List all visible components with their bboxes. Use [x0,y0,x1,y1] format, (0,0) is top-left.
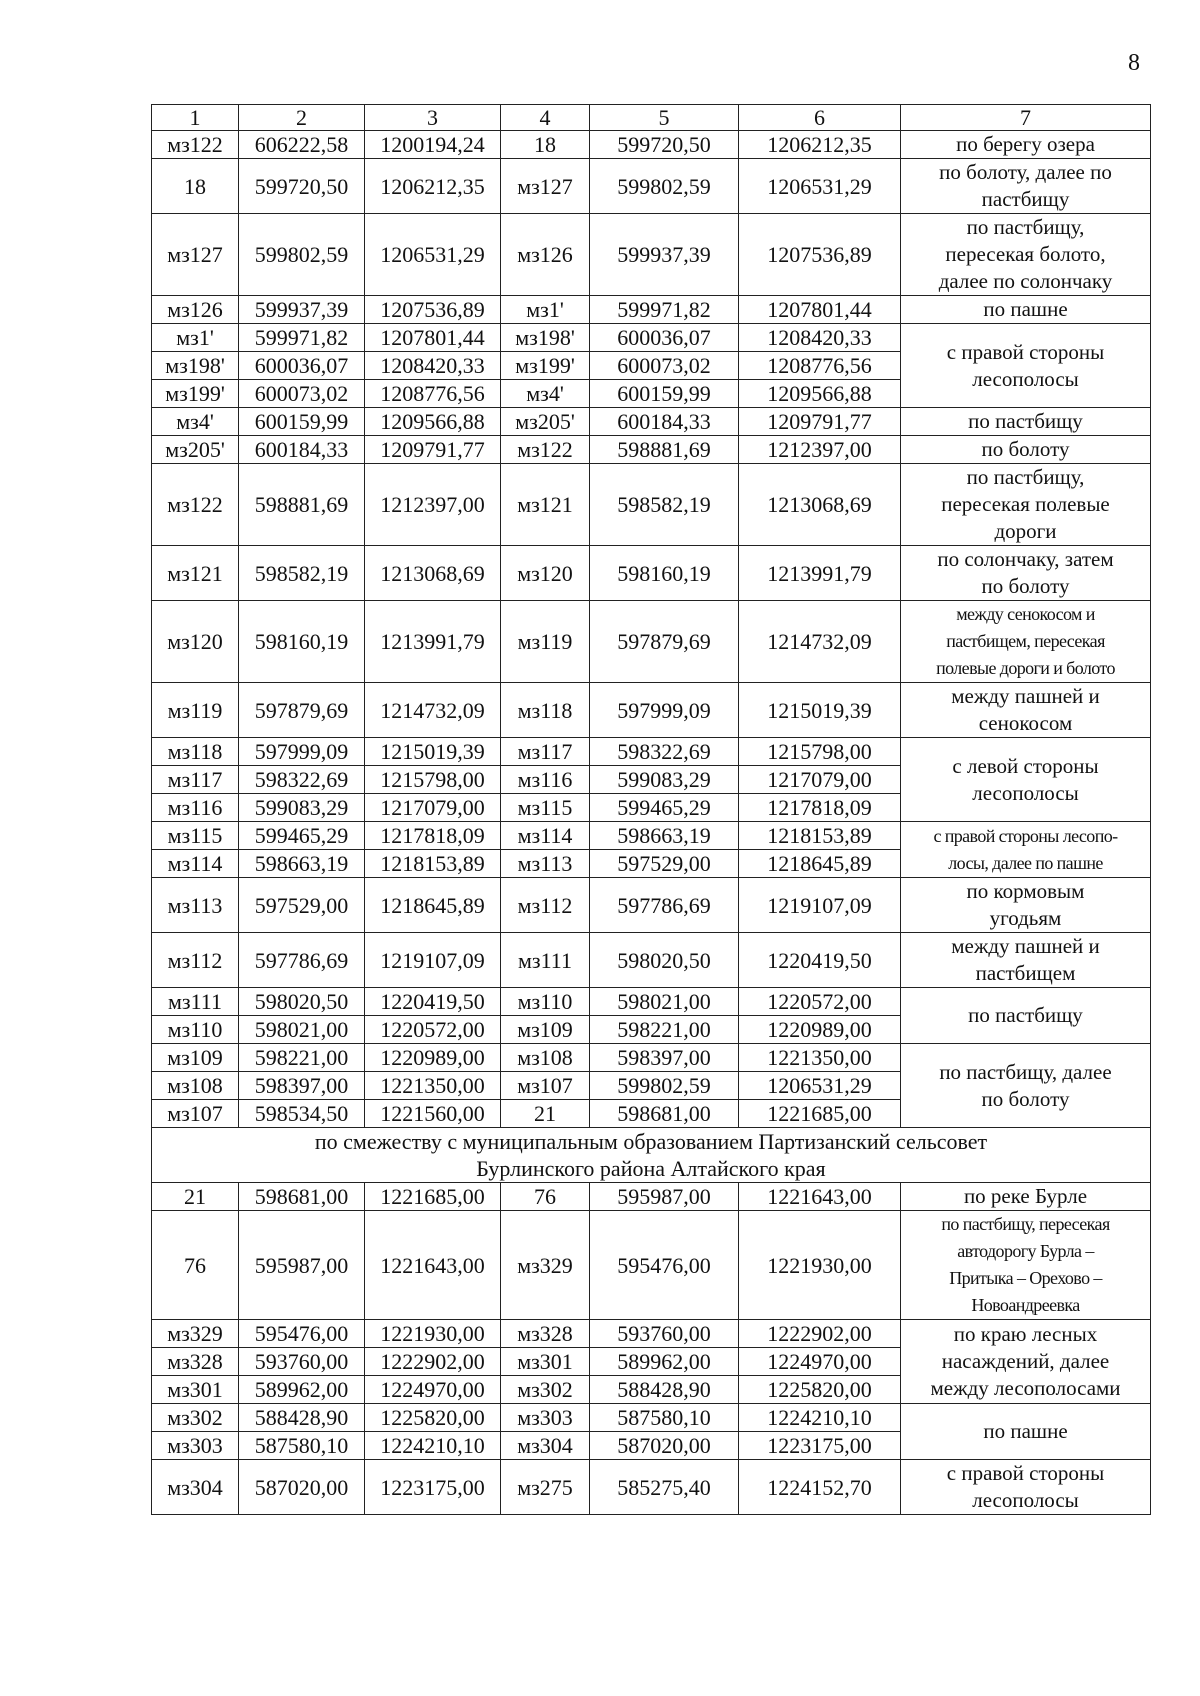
table-row [152,738,1151,766]
cell-y-to: 1213991,79 [739,546,901,601]
cell-x-from: 595987,00 [239,1211,365,1320]
cell-x-from: 598160,19 [239,601,365,683]
boundary-description-text: по пастбищу, далее по болоту [939,1059,1112,1111]
cell-point-to: мз122 [501,436,590,464]
cell-point-from: мз111 [152,988,239,1016]
cell-boundary-description [901,683,1151,738]
cell-x-from: 606222,58 [239,131,365,159]
column-header: 3 [365,105,501,131]
cell-y-from: 1222902,00 [365,1348,501,1376]
cell-x-to: 587020,00 [590,1432,739,1460]
cell-y-from: 1221930,00 [365,1320,501,1348]
cell-x-to: 597879,69 [590,601,739,683]
cell-x-to: 599083,29 [590,766,739,794]
cell-y-from: 1220572,00 [365,1016,501,1044]
cell-y-to: 1208420,33 [739,324,901,352]
cell-x-to: 599720,50 [590,131,739,159]
table-row [152,214,1151,296]
cell-x-from: 597786,69 [239,933,365,988]
cell-x-from: 598322,69 [239,766,365,794]
cell-point-from: мз115 [152,822,239,850]
cell-point-to: мз113 [501,850,590,878]
cell-x-to: 595987,00 [590,1183,739,1211]
boundary-description-text: с левой стороны лесополосы [952,753,1099,805]
cell-x-to: 593760,00 [590,1320,739,1348]
boundary-description-text: по пашне [983,1419,1068,1443]
boundary-description-text: по пастбищу, пересекая болото, далее по солончаку [938,215,1113,293]
cell-x-to: 598020,50 [590,933,739,988]
section-heading-text: по смежеству с муниципальным образованием Партизанский сельсовет Бурлинского района Алтайского края [314,1129,988,1181]
cell-y-from: 1213991,79 [365,601,501,683]
cell-x-to: 597999,09 [590,683,739,738]
column-header: 7 [901,105,1151,131]
cell-point-from: мз110 [152,1016,239,1044]
cell-point-from: мз117 [152,766,239,794]
cell-boundary-description [901,464,1151,546]
cell-point-from: мз303 [152,1432,239,1460]
table-row [152,1183,1151,1211]
column-header: 5 [590,105,739,131]
cell-x-from: 587580,10 [239,1432,365,1460]
cell-x-to: 600073,02 [590,352,739,380]
column-header: 6 [739,105,901,131]
cell-y-from: 1225820,00 [365,1404,501,1432]
cell-boundary-description [901,738,1151,822]
cell-y-from: 1223175,00 [365,1460,501,1515]
cell-point-to: мз303 [501,1404,590,1432]
cell-point-from: мз116 [152,794,239,822]
boundary-description-text: по краю лесных насаждений, далее между лесополосами [930,1322,1121,1400]
cell-x-to: 595476,00 [590,1211,739,1320]
cell-y-from: 1221560,00 [365,1100,501,1128]
table-row [152,1320,1151,1348]
cell-x-from: 600184,33 [239,436,365,464]
cell-y-to: 1217079,00 [739,766,901,794]
cell-y-to: 1206531,29 [739,159,901,214]
cell-y-from: 1221685,00 [365,1183,501,1211]
cell-y-from: 1217818,09 [365,822,501,850]
cell-x-from: 600036,07 [239,352,365,380]
cell-point-to: мз109 [501,1016,590,1044]
table-row [152,159,1151,214]
boundary-description-text: по болоту, далее по пастбищу [939,160,1112,211]
cell-y-to: 1206212,35 [739,131,901,159]
cell-y-from: 1219107,09 [365,933,501,988]
cell-point-to: мз198' [501,324,590,352]
cell-boundary-description [901,159,1151,214]
cell-point-from: мз329 [152,1320,239,1348]
cell-boundary-description [901,1404,1151,1460]
cell-point-to: мз110 [501,988,590,1016]
cell-point-to: мз116 [501,766,590,794]
cell-y-from: 1200194,24 [365,131,501,159]
cell-y-from: 1207801,44 [365,324,501,352]
cell-point-to: 18 [501,131,590,159]
cell-point-to: мз328 [501,1320,590,1348]
cell-y-to: 1221350,00 [739,1044,901,1072]
cell-x-to: 598681,00 [590,1100,739,1128]
cell-boundary-description [901,988,1151,1044]
cell-y-from: 1212397,00 [365,464,501,546]
cell-x-to: 600159,99 [590,380,739,408]
cell-point-to: мз301 [501,1348,590,1376]
cell-point-to: 21 [501,1100,590,1128]
cell-point-from: 18 [152,159,239,214]
cell-y-to: 1221685,00 [739,1100,901,1128]
cell-x-to: 599465,29 [590,794,739,822]
cell-y-from: 1208776,56 [365,380,501,408]
cell-point-to: мз112 [501,878,590,933]
cell-boundary-description [901,436,1151,464]
cell-x-from: 597999,09 [239,738,365,766]
cell-x-to: 599802,59 [590,1072,739,1100]
cell-y-from: 1221350,00 [365,1072,501,1100]
cell-y-from: 1214732,09 [365,683,501,738]
cell-y-from: 1224970,00 [365,1376,501,1404]
boundary-description-text: по пашне [983,297,1068,321]
cell-y-from: 1224210,10 [365,1432,501,1460]
cell-point-to: мз275 [501,1460,590,1515]
cell-y-to: 1220989,00 [739,1016,901,1044]
cell-x-from: 598534,50 [239,1100,365,1128]
cell-x-from: 595476,00 [239,1320,365,1348]
section-heading [152,1128,1151,1183]
boundary-description-text: по болоту [981,437,1070,461]
table-row [152,822,1151,850]
cell-y-to: 1219107,09 [739,878,901,933]
table-body [152,131,1151,1515]
cell-x-from: 587020,00 [239,1460,365,1515]
cell-point-to: мз126 [501,214,590,296]
cell-y-from: 1220419,50 [365,988,501,1016]
page-number: 8 [1128,50,1140,76]
cell-x-from: 600159,99 [239,408,365,436]
cell-y-from: 1221643,00 [365,1211,501,1320]
cell-point-from: мз108 [152,1072,239,1100]
boundary-description-text: между сенокосом и пастбищем, пересекая полевые дороги и болото [936,604,1115,678]
cell-point-to: мз120 [501,546,590,601]
cell-x-from: 598397,00 [239,1072,365,1100]
cell-y-to: 1209791,77 [739,408,901,436]
cell-point-to: 76 [501,1183,590,1211]
cell-point-from: мз302 [152,1404,239,1432]
table-row [152,296,1151,324]
cell-x-to: 588428,90 [590,1376,739,1404]
table-row [152,436,1151,464]
cell-boundary-description [901,933,1151,988]
cell-point-to: мз127 [501,159,590,214]
cell-x-from: 597529,00 [239,878,365,933]
cell-point-to: мз302 [501,1376,590,1404]
cell-boundary-description [901,1044,1151,1128]
cell-x-to: 598160,19 [590,546,739,601]
cell-x-from: 598663,19 [239,850,365,878]
cell-point-from: мз120 [152,601,239,683]
cell-point-from: мз127 [152,214,239,296]
cell-x-to: 599971,82 [590,296,739,324]
cell-point-to: мз111 [501,933,590,988]
table-row [152,324,1151,352]
cell-boundary-description [901,408,1151,436]
cell-boundary-description [901,1211,1151,1320]
cell-y-to: 1223175,00 [739,1432,901,1460]
cell-y-from: 1215798,00 [365,766,501,794]
cell-point-from: мз198' [152,352,239,380]
cell-boundary-description [901,1320,1151,1404]
cell-point-from: мз301 [152,1376,239,1404]
cell-x-from: 599802,59 [239,214,365,296]
cell-point-to: мз329 [501,1211,590,1320]
cell-point-from: мз1' [152,324,239,352]
table-row [152,464,1151,546]
cell-boundary-description [901,1183,1151,1211]
cell-point-from: мз113 [152,878,239,933]
cell-x-to: 600184,33 [590,408,739,436]
cell-point-to: мз117 [501,738,590,766]
cell-x-from: 598221,00 [239,1044,365,1072]
cell-x-from: 588428,90 [239,1404,365,1432]
cell-x-to: 600036,07 [590,324,739,352]
cell-point-from: мз328 [152,1348,239,1376]
table-row [152,1044,1151,1072]
cell-x-from: 597879,69 [239,683,365,738]
table-row [152,1211,1151,1320]
cell-y-from: 1218153,89 [365,850,501,878]
column-header: 4 [501,105,590,131]
cell-y-to: 1214732,09 [739,601,901,683]
cell-x-from: 593760,00 [239,1348,365,1376]
cell-x-from: 599465,29 [239,822,365,850]
cell-point-to: мз108 [501,1044,590,1072]
cell-x-to: 597529,00 [590,850,739,878]
cell-point-from: мз112 [152,933,239,988]
cell-y-to: 1220572,00 [739,988,901,1016]
cell-y-to: 1225820,00 [739,1376,901,1404]
cell-x-to: 598021,00 [590,988,739,1016]
cell-boundary-description [901,214,1151,296]
cell-boundary-description [901,601,1151,683]
cell-y-from: 1209791,77 [365,436,501,464]
cell-point-from: мз107 [152,1100,239,1128]
cell-x-to: 598881,69 [590,436,739,464]
table-row [152,1404,1151,1432]
cell-boundary-description [901,822,1151,878]
cell-point-to: мз107 [501,1072,590,1100]
cell-y-to: 1207801,44 [739,296,901,324]
boundary-description-text: между пашней и пастбищем [951,934,1100,985]
table-row [152,988,1151,1016]
cell-boundary-description [901,1460,1151,1515]
cell-y-to: 1209566,88 [739,380,901,408]
cell-x-from: 598881,69 [239,464,365,546]
cell-x-to: 598582,19 [590,464,739,546]
cell-x-from: 598681,00 [239,1183,365,1211]
cell-point-to: мз114 [501,822,590,850]
cell-y-to: 1213068,69 [739,464,901,546]
boundary-description-text: по реке Бурле [963,1184,1088,1208]
cell-y-to: 1224970,00 [739,1348,901,1376]
cell-y-to: 1218645,89 [739,850,901,878]
cell-point-from: мз126 [152,296,239,324]
boundary-description-text: с правой стороны лесополосы [946,1461,1105,1512]
cell-point-from: мз118 [152,738,239,766]
cell-point-from: 76 [152,1211,239,1320]
cell-y-to: 1207536,89 [739,214,901,296]
cell-y-from: 1220989,00 [365,1044,501,1072]
cell-x-to: 589962,00 [590,1348,739,1376]
cell-point-from: мз109 [152,1044,239,1072]
cell-point-to: мз205' [501,408,590,436]
cell-y-from: 1206212,35 [365,159,501,214]
cell-point-from: мз122 [152,131,239,159]
cell-y-from: 1209566,88 [365,408,501,436]
cell-point-from: мз122 [152,464,239,546]
cell-x-from: 599083,29 [239,794,365,822]
cell-x-to: 598322,69 [590,738,739,766]
cell-x-to: 585275,40 [590,1460,739,1515]
cell-y-from: 1208420,33 [365,352,501,380]
cell-x-from: 600073,02 [239,380,365,408]
cell-x-from: 589962,00 [239,1376,365,1404]
boundary-description-text: по берегу озера [956,132,1095,156]
cell-y-to: 1224210,10 [739,1404,901,1432]
cell-point-from: мз119 [152,683,239,738]
cell-x-to: 587580,10 [590,1404,739,1432]
cell-point-from: мз199' [152,380,239,408]
cell-point-to: мз121 [501,464,590,546]
cell-y-to: 1206531,29 [739,1072,901,1100]
boundary-description-text: по пастбищу, пересекая автодорогу Бурла – Притыка – Орехово – Новоандреевка [941,1214,1110,1315]
cell-y-to: 1215798,00 [739,738,901,766]
cell-y-to: 1218153,89 [739,822,901,850]
cell-boundary-description [901,878,1151,933]
boundary-coordinates-table [151,104,1151,1515]
cell-boundary-description [901,131,1151,159]
table-row [152,546,1151,601]
cell-y-to: 1221643,00 [739,1183,901,1211]
cell-point-from: мз304 [152,1460,239,1515]
table-row [152,933,1151,988]
cell-point-to: мз115 [501,794,590,822]
cell-y-to: 1208776,56 [739,352,901,380]
table-row [152,878,1151,933]
cell-point-to: мз119 [501,601,590,683]
column-header: 2 [239,105,365,131]
cell-x-to: 598221,00 [590,1016,739,1044]
cell-x-to: 599802,59 [590,159,739,214]
boundary-description-text: между пашней и сенокосом [951,684,1100,735]
cell-x-from: 598021,00 [239,1016,365,1044]
boundary-description-text: по пастбищу, пересекая полевые дороги [941,465,1110,543]
cell-point-from: мз205' [152,436,239,464]
cell-y-to: 1222902,00 [739,1320,901,1348]
boundary-description-text: с правой стороны лесополосы [946,339,1105,391]
cell-boundary-description [901,324,1151,408]
table-row [152,601,1151,683]
table-row [152,131,1151,159]
cell-point-to: мз1' [501,296,590,324]
cell-x-from: 598582,19 [239,546,365,601]
boundary-description-text: по пастбищу [968,1003,1083,1027]
cell-x-from: 599720,50 [239,159,365,214]
cell-x-from: 599937,39 [239,296,365,324]
boundary-description-text: по солончаку, затем по болоту [937,547,1114,598]
cell-point-to: мз304 [501,1432,590,1460]
cell-y-from: 1217079,00 [365,794,501,822]
cell-y-from: 1207536,89 [365,296,501,324]
cell-y-from: 1215019,39 [365,738,501,766]
cell-y-to: 1220419,50 [739,933,901,988]
cell-y-to: 1215019,39 [739,683,901,738]
cell-y-from: 1218645,89 [365,878,501,933]
cell-point-to: мз118 [501,683,590,738]
cell-x-from: 598020,50 [239,988,365,1016]
cell-y-from: 1206531,29 [365,214,501,296]
cell-x-to: 598663,19 [590,822,739,850]
cell-y-from: 1213068,69 [365,546,501,601]
cell-y-to: 1224152,70 [739,1460,901,1515]
cell-x-to: 597786,69 [590,878,739,933]
cell-boundary-description [901,546,1151,601]
cell-point-from: мз121 [152,546,239,601]
cell-y-to: 1217818,09 [739,794,901,822]
cell-x-to: 599937,39 [590,214,739,296]
cell-point-from: 21 [152,1183,239,1211]
cell-y-to: 1221930,00 [739,1211,901,1320]
cell-x-from: 599971,82 [239,324,365,352]
cell-point-to: мз199' [501,352,590,380]
table-row [152,683,1151,738]
cell-x-to: 598397,00 [590,1044,739,1072]
boundary-description-text: с правой стороны лесопо- лосы, далее по пашне [933,825,1118,873]
section-row [152,1128,1151,1183]
cell-point-from: мз4' [152,408,239,436]
boundary-description-text: по пастбищу [968,409,1083,433]
table-header-row [152,105,1151,131]
boundary-description-text: по кормовым угодьям [966,879,1085,930]
table-row [152,1460,1151,1515]
cell-point-to: мз4' [501,380,590,408]
cell-boundary-description [901,296,1151,324]
column-header: 1 [152,105,239,131]
table-row [152,408,1151,436]
cell-y-to: 1212397,00 [739,436,901,464]
cell-point-from: мз114 [152,850,239,878]
